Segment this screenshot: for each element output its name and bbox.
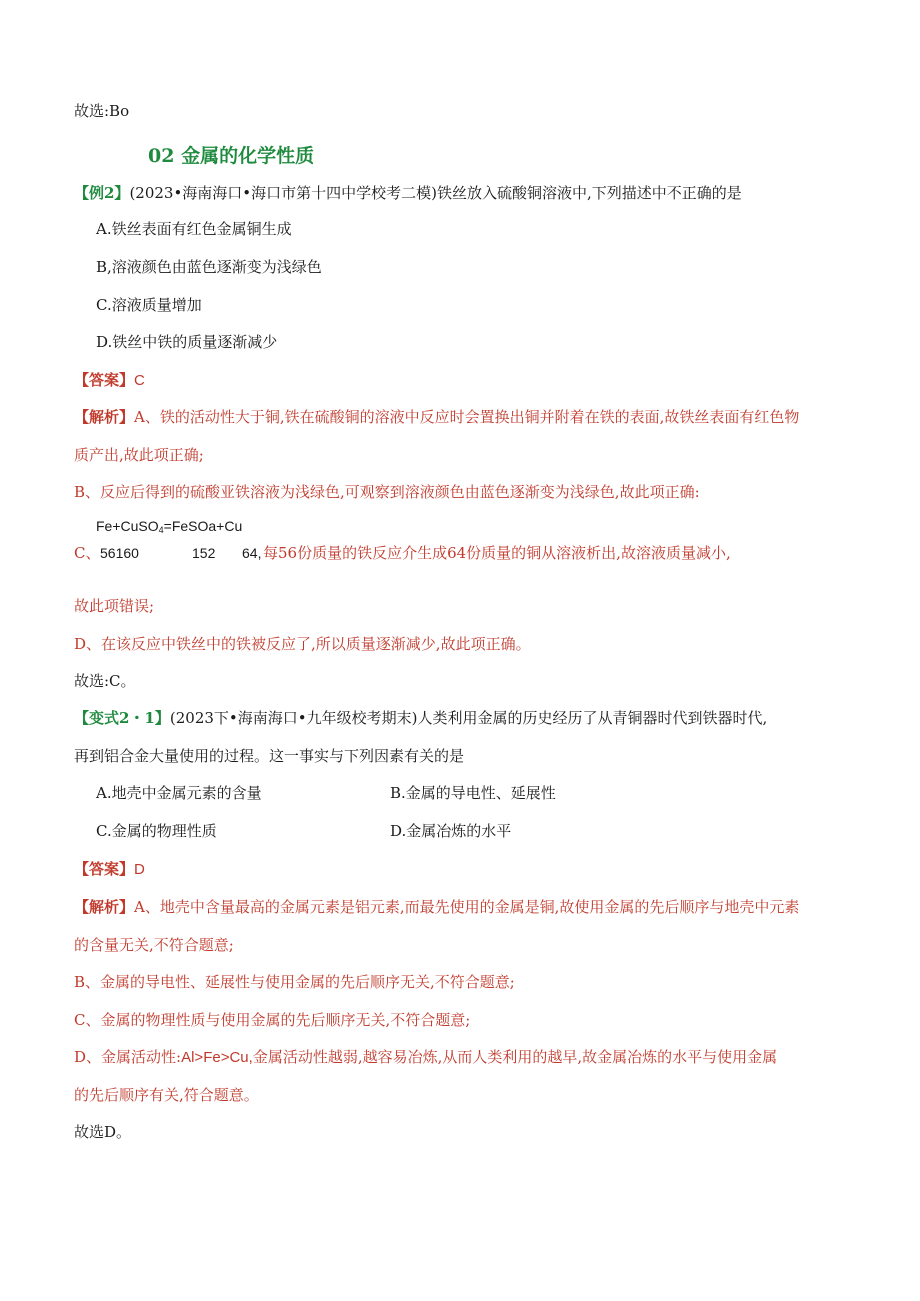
variant-answer <box>74 859 145 880</box>
example-conclusion: 故选:C。 <box>74 672 136 690</box>
example-question-text: 铁丝放入硫酸铜溶液中,下列描述中不正确的是 <box>437 184 742 202</box>
variant-option-d: D.金属冶炼的水平 <box>390 822 512 840</box>
variant-option-a: A.地壳中金属元素的含量 <box>96 784 262 802</box>
example-option-b: B,溶液颜色由蓝色逐渐变为浅绿色 <box>96 258 322 276</box>
example-tag: 【例2】 <box>74 184 130 202</box>
mass-cu: 64, <box>242 545 262 561</box>
example-answer <box>74 370 145 391</box>
example-analysis-tag: 【解析】 <box>74 408 135 426</box>
previous-conclusion: 故选:Bo <box>74 102 130 120</box>
variant-analysis-a-cont: 的含量无关,不符合题意; <box>74 936 234 954</box>
variant-analysis-b: B、金属的导电性、延展性与使用金属的先后顺序无关,不符合题意; <box>74 973 515 991</box>
example-analysis-a-text: A、铁的活动性大于铜,铁在硫酸铜的溶液中反应时会置换出铜并附着在铁的表面,故铁丝表面有红色物 <box>134 408 800 426</box>
equation-right: =FeSOa+Cu <box>163 518 243 534</box>
variant-option-c: C.金属的物理性质 <box>96 822 217 840</box>
example-option-a: A.铁丝表面有红色金属铜生成 <box>96 220 292 238</box>
example-source: (2023•海南海口•海口市第十四中学校考二模) <box>129 184 438 202</box>
variant-analysis-d-cont: 的先后顺序有关,符合题意。 <box>74 1086 259 1104</box>
example-analysis-a <box>74 407 799 427</box>
example-analysis-c-end: 故此项错误; <box>74 597 155 615</box>
example-analysis-b: B、反应后得到的硫酸亚铁溶液为浅绿色,可观察到溶液颜色由蓝色逐渐变为浅绿色,故此项正确: <box>74 483 700 501</box>
variant-analysis-c: C、金属的物理性质与使用金属的先后顺序无关,不符合题意; <box>74 1011 471 1029</box>
mass-feso4: 152 <box>192 545 216 561</box>
variant-analysis-d-formula: Al>Fe>Cu, <box>181 1049 253 1066</box>
example-option-c: C.溶液质量增加 <box>96 296 202 314</box>
example-analysis-c-prefix: C、 <box>74 544 101 562</box>
variant-answer-value: D <box>134 861 145 878</box>
example-answer-tag: 【答案】 <box>74 371 135 389</box>
variant-question-cont: 再到铝合金大量使用的过程。这一事实与下列因素有关的是 <box>74 747 465 765</box>
section-heading <box>148 144 314 168</box>
example-analysis-a-cont: 质产出,故此项正确; <box>74 446 204 464</box>
example-answer-value: C <box>134 372 145 389</box>
variant-analysis-d-prefix: D、金属活动性: <box>74 1048 182 1066</box>
variant-analysis-a-text: A、地壳中含量最高的金属元素是铝元素,而最先使用的金属是铜,故使用金属的先后顺序与地壳中元素 <box>134 898 800 916</box>
variant-question-text: 人类利用金属的历史经历了从青铜器时代到铁器时代, <box>417 709 768 727</box>
section-title: 金属的化学性质 <box>181 145 315 167</box>
section-number: 02 <box>148 145 175 167</box>
example-analysis-d: D、在该反应中铁丝中的铁被反应了,所以质量逐渐减少,故此项正确。 <box>74 635 531 653</box>
mass-fe-cuso4: 56160 <box>100 545 139 561</box>
variant-analysis-tag: 【解析】 <box>74 898 135 916</box>
variant-analysis-d-rest: 金属活动性越弱,越容易冶炼,从而人类利用的越早,故金属冶炼的水平与使用金属 <box>252 1048 778 1066</box>
variant-tag: 【变式2・1】 <box>74 709 170 727</box>
variant-analysis-a <box>74 897 799 917</box>
variant-question <box>74 708 767 728</box>
variant-conclusion: 故选D。 <box>74 1123 132 1141</box>
equation-left: Fe+CuSO <box>96 518 159 534</box>
example-question <box>74 183 742 203</box>
example-analysis-c-text: 每56份质量的铁反应介生成64份质量的铜从溶液析出,故溶液质量减小, <box>263 544 731 562</box>
variant-option-b: B.金属的导电性、延展性 <box>390 784 556 802</box>
example-option-d: D.铁丝中铁的质量逐渐减少 <box>96 333 278 351</box>
variant-source: (2023下•海南海口•九年级校考期末) <box>169 709 418 727</box>
chemical-equation <box>96 516 242 540</box>
variant-answer-tag: 【答案】 <box>74 860 135 878</box>
variant-analysis-d <box>74 1047 777 1068</box>
equation-subscript: 4 <box>158 525 164 535</box>
